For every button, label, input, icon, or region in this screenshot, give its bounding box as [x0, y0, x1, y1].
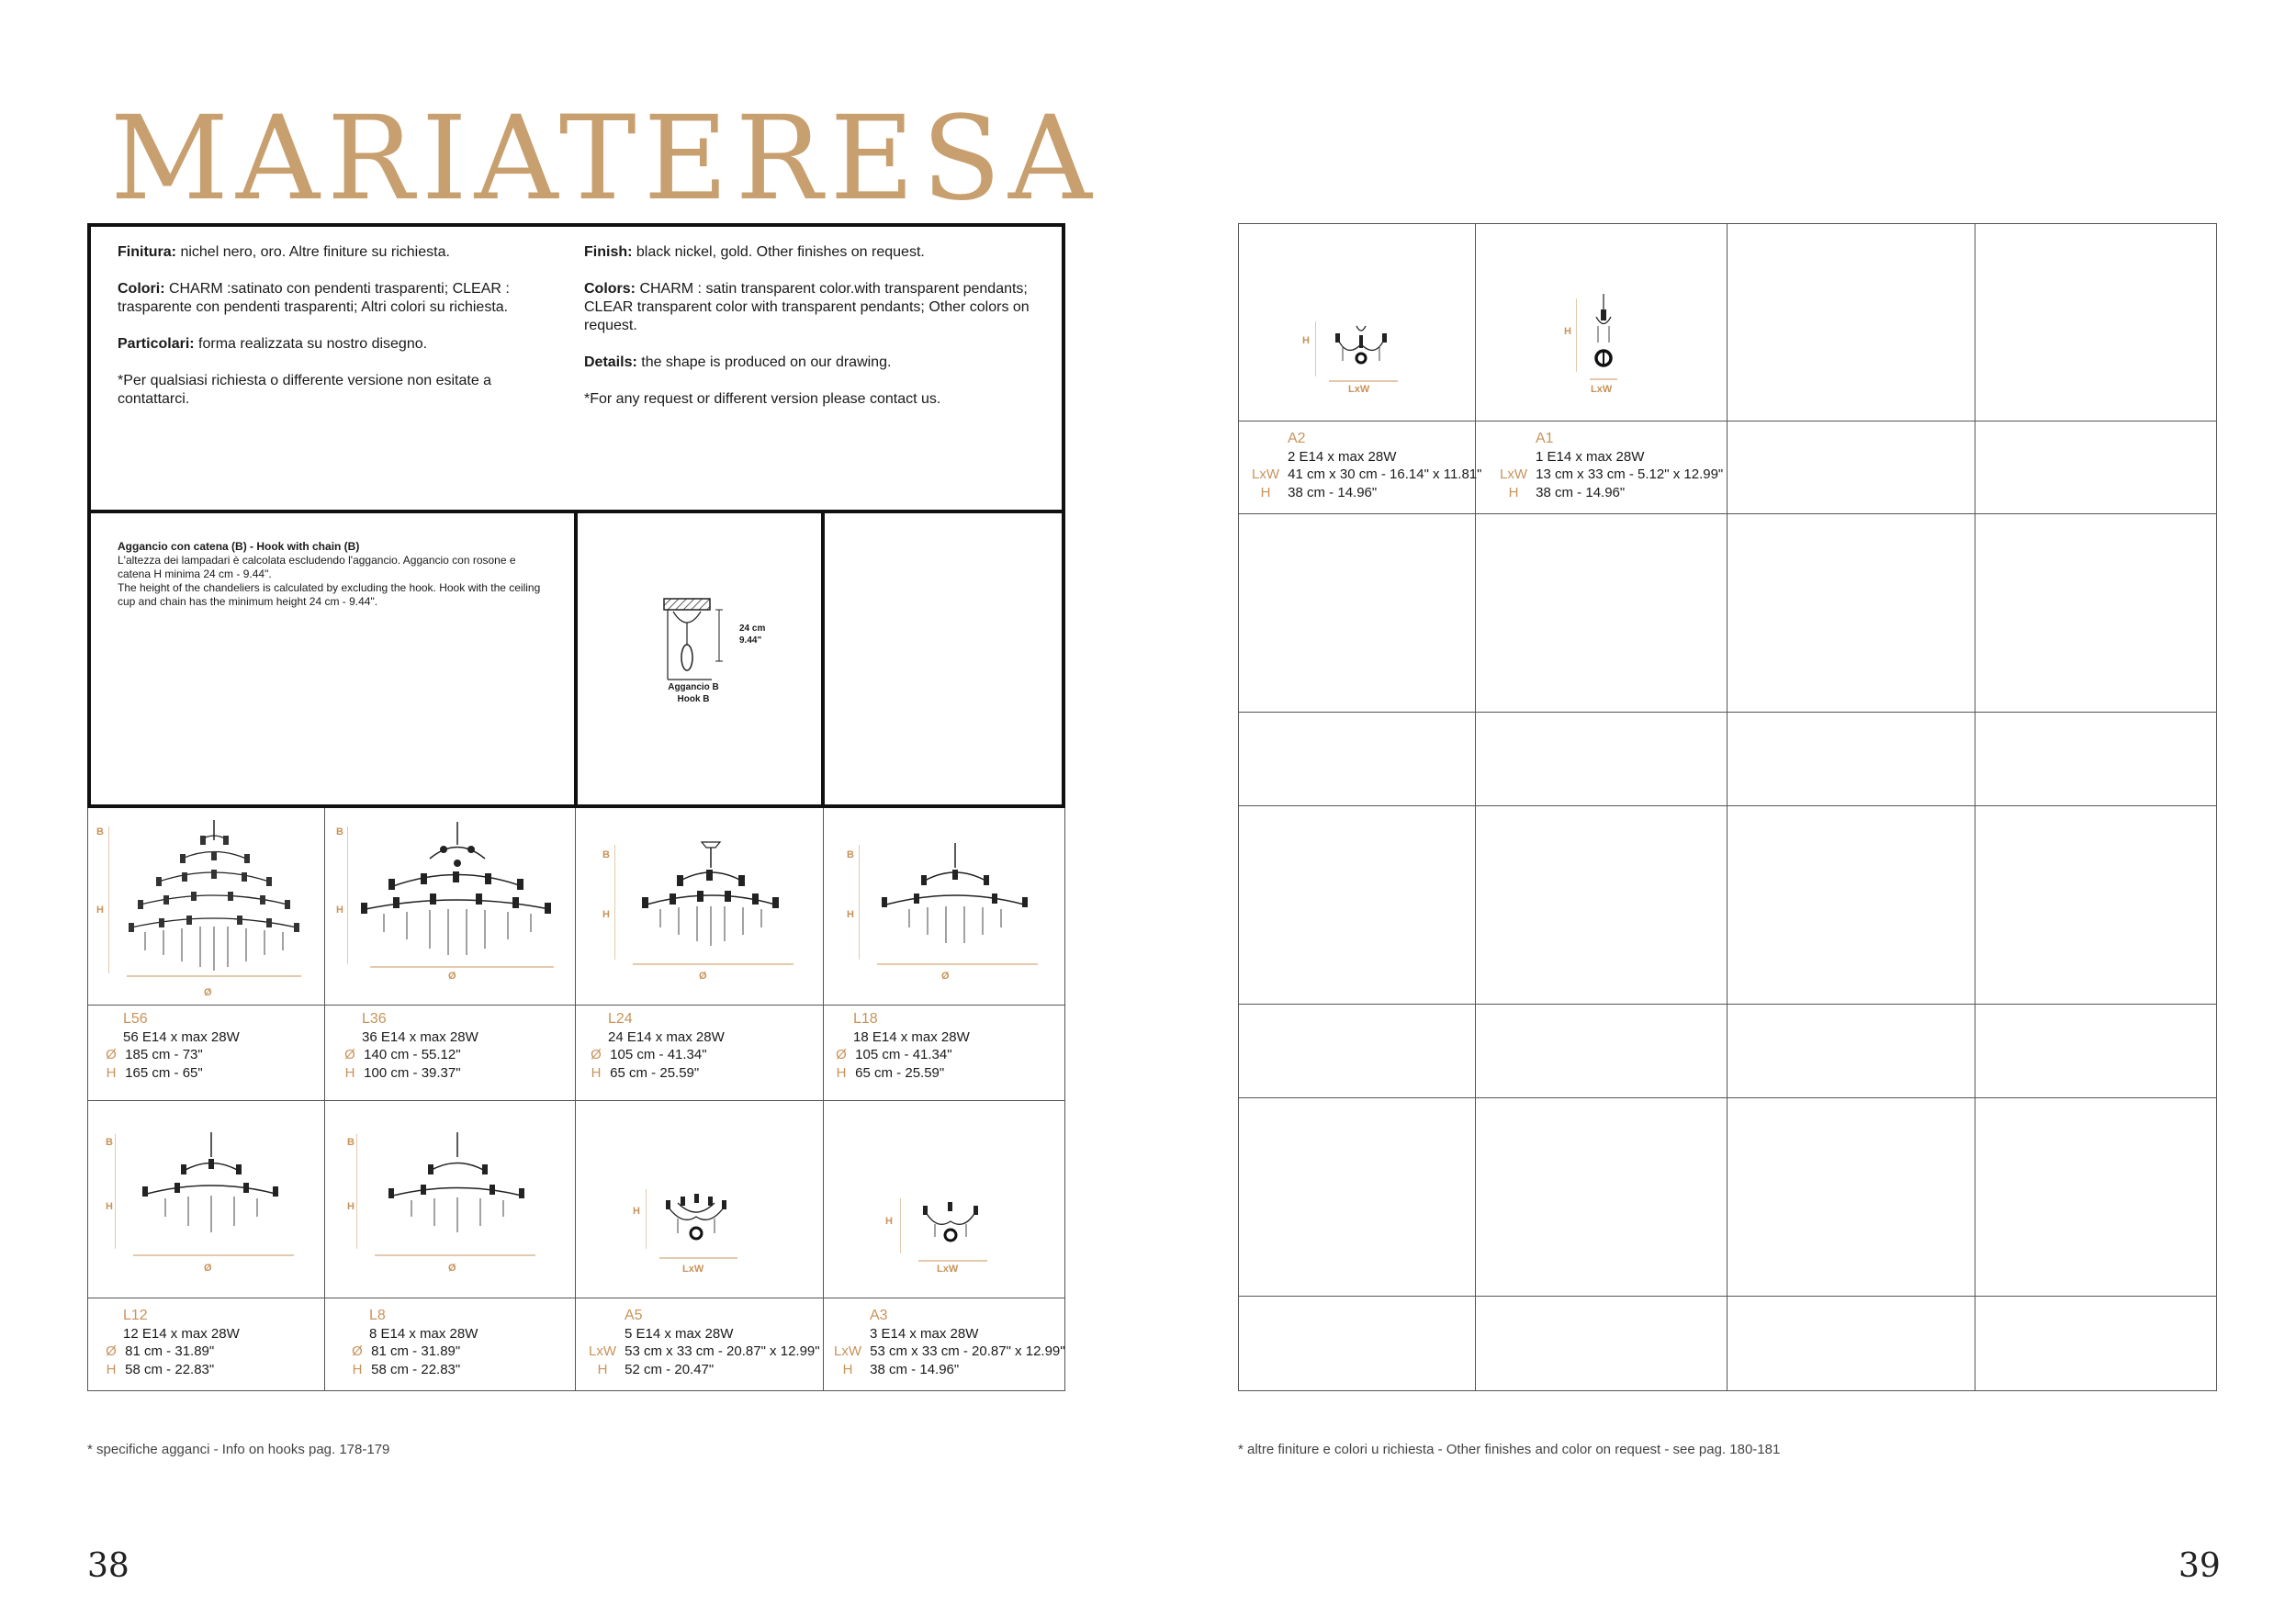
chandelier-l56: [92, 813, 321, 1001]
hook-info: [118, 540, 549, 609]
dim-h-label: H: [633, 1206, 640, 1217]
dim-dia-label: Ø: [204, 987, 212, 998]
dim-b-label: B: [347, 1137, 355, 1148]
dim-h-label: H: [602, 909, 610, 920]
dim-lxw-label: LxW: [682, 1264, 704, 1275]
dimension-value: 81 cm - 31.89": [125, 1343, 215, 1359]
dim-b-label: B: [106, 1137, 113, 1148]
dimension-value: 105 cm - 41.34": [610, 1047, 707, 1062]
chandelier-l36-icon: [347, 813, 568, 973]
chandelier-l8-icon: [356, 1129, 549, 1258]
details-text: the shape is produced on our drawing.: [636, 354, 892, 370]
dim-lxw-label: LxW: [1591, 384, 1613, 395]
italian-description: [118, 243, 549, 427]
height-value: 58 cm - 22.83": [125, 1361, 215, 1377]
sconce-a5: [580, 1102, 820, 1295]
hook-divider-2: [821, 510, 825, 808]
hook-dim-in: 9.44": [739, 635, 762, 646]
hook-heading: Aggancio con catena (B) - Hook with chain (B): [118, 540, 360, 553]
dim-h-label: H: [885, 1216, 893, 1227]
dim-h-label: H: [347, 1201, 355, 1212]
dimension-label: Ø: [344, 1047, 355, 1062]
dim-h-label: H: [106, 1201, 113, 1212]
sconce-a2: [1240, 225, 1473, 419]
dim-h-label: H: [1302, 335, 1310, 346]
height-label: H: [591, 1064, 602, 1081]
grid-line: [87, 1005, 1065, 1006]
sconce-a2-icon: [1315, 317, 1407, 386]
bulb-spec: 8 E14 x max 28W: [369, 1325, 478, 1342]
hook-dimension: [739, 623, 765, 646]
product-code: A5: [625, 1308, 643, 1323]
height-label: H: [836, 1064, 847, 1081]
dim-lxw-label: LxW: [1348, 384, 1370, 395]
height-label: H: [106, 1361, 117, 1377]
height-value: 38 cm - 14.96": [1536, 484, 1626, 500]
bulb-spec: 2 E14 x max 28W: [1288, 448, 1397, 465]
grid-line: [87, 1100, 1065, 1101]
hook-caption-it: Aggancio B: [668, 682, 719, 692]
product-code: A3: [870, 1308, 888, 1323]
sconce-a5-icon: [646, 1180, 747, 1263]
colori-text: CHARM :satinato con pendenti trasparenti; CLEAR : trasparente con pendenti trasparenti; Altri colori su richiesta.: [118, 281, 510, 315]
dimension-value: 53 cm x 33 cm - 20.87" x 12.99": [625, 1343, 820, 1359]
english-note: *For any request or different version please contact us.: [584, 391, 941, 407]
particolari-text: forma realizzata su nostro disegno.: [194, 336, 428, 352]
spec-cell-a5: [584, 1307, 820, 1378]
hook-dim-cm: 24 cm: [739, 624, 766, 634]
height-value: 52 cm - 20.47": [625, 1361, 715, 1377]
dimension-label: LxW: [1500, 466, 1527, 482]
chandelier-l24: [580, 813, 820, 1001]
dim-h-label: H: [847, 909, 854, 920]
spec-cell-l24: [586, 1010, 725, 1082]
dimension-value: 140 cm - 55.12": [364, 1047, 461, 1062]
bulb-spec: 36 E14 x max 28W: [362, 1028, 478, 1045]
spec-cell-l8: [347, 1307, 478, 1378]
chandelier-l36: [329, 813, 571, 1001]
spec-cell-l18: [831, 1010, 970, 1082]
product-code: L56: [123, 1011, 148, 1027]
bulb-spec: 24 E14 x max 28W: [608, 1028, 725, 1045]
dimension-label: Ø: [106, 1047, 117, 1062]
page-number-left: 38: [87, 1547, 129, 1585]
grid-line: [1238, 513, 2217, 514]
dim-dia-label: Ø: [204, 1263, 212, 1274]
chandelier-l18-icon: [859, 840, 1052, 969]
bulb-spec: 56 E14 x max 28W: [123, 1028, 240, 1045]
chandelier-l8: [329, 1102, 571, 1295]
dim-h-label: H: [1564, 326, 1571, 337]
finish-label: Finish:: [584, 244, 633, 260]
chandelier-l56-icon: [108, 813, 320, 987]
height-value: 65 cm - 25.59": [610, 1064, 700, 1081]
dimension-label: LxW: [1252, 466, 1279, 482]
details-label: Details:: [584, 354, 637, 370]
dimension-label: Ø: [836, 1047, 847, 1062]
dimension-value: 41 cm x 30 cm - 16.14" x 11.81": [1288, 466, 1482, 482]
dim-dia-label: Ø: [699, 971, 707, 982]
height-label: H: [106, 1064, 117, 1081]
height-value: 38 cm - 14.96": [1288, 484, 1378, 500]
dimension-label: Ø: [106, 1343, 117, 1359]
italian-note: *Per qualsiasi richiesta o differente versione non esitate a contattarci.: [118, 373, 492, 407]
colors-label: Colors:: [584, 281, 636, 297]
height-value: 58 cm - 22.83": [371, 1361, 461, 1377]
grid-line: [1238, 223, 1239, 1391]
finitura-label: Finitura:: [118, 244, 176, 260]
grid-line: [1727, 223, 1728, 1391]
dim-b-label: B: [96, 826, 104, 837]
height-label: H: [352, 1361, 363, 1377]
dimension-label: Ø: [591, 1047, 602, 1062]
dimension-value: 53 cm x 33 cm - 20.87" x 12.99": [870, 1343, 1065, 1359]
spec-cell-a2: [1247, 430, 1481, 501]
dim-h-label: H: [96, 905, 104, 916]
footnote-left: * specifiche agganci - Info on hooks pag. 178-179: [87, 1442, 390, 1457]
product-code: L36: [362, 1011, 387, 1027]
spec-cell-l56: [101, 1010, 240, 1082]
particolari-label: Particolari:: [118, 336, 195, 352]
grid-line: [1238, 1390, 2217, 1391]
hook-caption: [657, 681, 730, 705]
dimension-value: 13 cm x 33 cm - 5.12" x 12.99": [1536, 466, 1724, 482]
height-value: 100 cm - 39.37": [364, 1064, 461, 1081]
grid-line: [1238, 1296, 2217, 1297]
dimension-label: LxW: [834, 1343, 861, 1359]
product-code: A2: [1288, 431, 1306, 446]
page-title: MARIATERESA: [110, 91, 1099, 226]
height-label: H: [344, 1064, 355, 1081]
dimension-value: 105 cm - 41.34": [855, 1047, 952, 1062]
dimension-label: Ø: [352, 1343, 363, 1359]
spec-cell-l36: [340, 1010, 478, 1082]
grid-line: [87, 1390, 1065, 1391]
spec-cell-a1: [1495, 430, 1723, 501]
grid-line: [1238, 1004, 2217, 1005]
dimension-value: 185 cm - 73": [125, 1047, 203, 1062]
bulb-spec: 5 E14 x max 28W: [625, 1325, 734, 1342]
height-label: H: [597, 1361, 608, 1377]
dim-dia-label: Ø: [448, 971, 456, 982]
english-description: [584, 243, 1043, 427]
dim-dia-label: Ø: [448, 1263, 456, 1274]
height-value: 65 cm - 25.59": [855, 1064, 945, 1081]
dim-b-label: B: [602, 849, 610, 860]
bulb-spec: 12 E14 x max 28W: [123, 1325, 240, 1342]
finish-text: black nickel, gold. Other finishes on request.: [632, 244, 925, 260]
height-label: H: [1508, 484, 1519, 500]
height-value: 165 cm - 65": [125, 1064, 203, 1081]
grid-line: [1238, 1097, 2217, 1098]
sconce-a1: [1477, 225, 1725, 419]
grid-line: [1238, 712, 2217, 713]
bulb-spec: 3 E14 x max 28W: [870, 1325, 979, 1342]
product-code: L12: [123, 1308, 148, 1323]
product-code: L8: [369, 1308, 386, 1323]
dim-h-label: H: [336, 905, 343, 916]
hook-caption-en: Hook B: [677, 694, 710, 704]
sconce-a1-icon: [1576, 289, 1631, 386]
spec-cell-a3: [829, 1307, 1065, 1378]
bulb-spec: 18 E14 x max 28W: [853, 1028, 970, 1045]
dimension-label: LxW: [589, 1343, 616, 1359]
dim-b-label: B: [336, 826, 343, 837]
finitura-text: nichel nero, oro. Altre finiture su richiesta.: [176, 244, 450, 260]
chandelier-l12-icon: [115, 1129, 308, 1258]
height-label: H: [842, 1361, 853, 1377]
dimension-value: 81 cm - 31.89": [371, 1343, 461, 1359]
grid-line: [1238, 805, 2217, 806]
grid-line: [1475, 223, 1476, 1391]
product-code: L18: [853, 1011, 878, 1027]
spec-cell-l12: [101, 1307, 240, 1378]
grid-line: [2216, 223, 2217, 1391]
colors-text: CHARM : satin transparent color.with transparent pendants; CLEAR transparent color with transparent pendants; Other colors on request.: [584, 281, 1030, 333]
dim-b-label: B: [847, 849, 854, 860]
chandelier-l24-icon: [614, 840, 807, 969]
grid-line: [1238, 223, 2217, 224]
dim-dia-label: Ø: [941, 971, 950, 982]
product-code: A1: [1536, 431, 1554, 446]
hook-line-it: L'altezza dei lampadari è calcolata escludendo l'aggancio. Aggancio con rosone e catena H minima 24 cm - 9.44".: [118, 554, 516, 580]
hook-divider-1: [574, 510, 578, 808]
product-code: L24: [608, 1011, 633, 1027]
height-label: H: [1260, 484, 1271, 500]
colori-label: Colori:: [118, 281, 165, 297]
hook-line-en: The height of the chandeliers is calculated by excluding the hook. Hook with the ceiling cup and chain has the minimum height 24 cm - 9.44".: [118, 581, 541, 608]
height-value: 38 cm - 14.96": [870, 1361, 960, 1377]
sconce-a3-icon: [900, 1189, 996, 1264]
sconce-a3: [827, 1102, 1062, 1295]
chandelier-l12: [92, 1102, 321, 1295]
bulb-spec: 1 E14 x max 28W: [1536, 448, 1645, 465]
page-number-right: 39: [2178, 1547, 2221, 1585]
footnote-right: * altre finiture e colori u richiesta - Other finishes and color on request - see pag. 180-181: [1238, 1442, 1781, 1457]
dim-lxw-label: LxW: [937, 1264, 959, 1275]
chandelier-l18: [827, 813, 1062, 1001]
